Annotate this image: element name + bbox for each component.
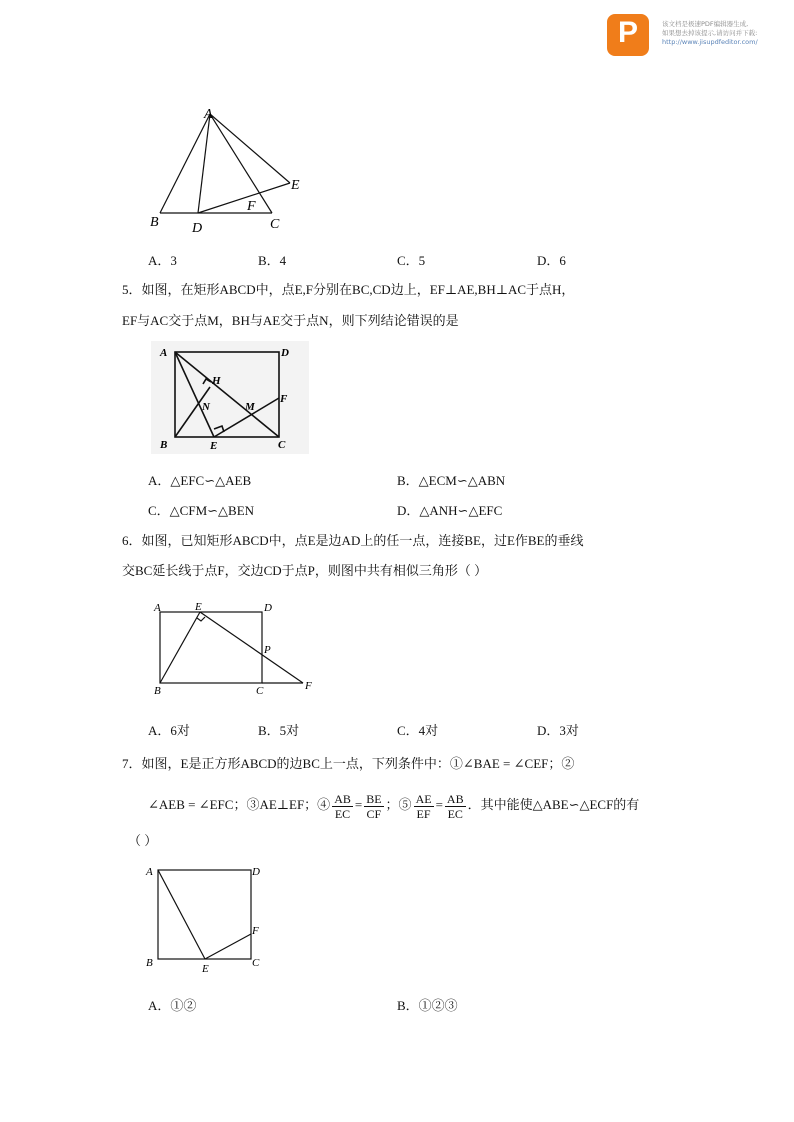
q6-text-line1: 6．如图，已知矩形ABCD中，点E是边AD上的任一点，连接BE，过E作BE的垂线	[122, 533, 584, 548]
watermark-line-2: 如果想去掉该提示,请访问并下载:	[662, 29, 758, 37]
fraction-ae-ef	[414, 792, 434, 821]
label-A: A	[146, 866, 153, 878]
q5-option-d[interactable]: D．△ANH∽△EFC	[397, 503, 503, 518]
label-C: C	[252, 957, 260, 969]
label-E: E	[210, 440, 218, 452]
figure-q6-rectangle	[148, 598, 323, 698]
label-D: D	[252, 866, 260, 878]
fraction-ab-ec-2	[445, 792, 466, 821]
q7-line2-end: ．其中能使△ABE∽△ECF的有	[467, 797, 640, 812]
q5-text-line1: 5．如图，在矩形ABCD中，点E,F分别在BC,CD边上，EF⊥AE,BH⊥AC于点H，	[122, 282, 575, 297]
frac-den: EF	[416, 806, 431, 821]
frac-den: CF	[366, 806, 382, 821]
q6-option-b[interactable]: B．5对	[258, 723, 300, 738]
label-E: E	[195, 601, 202, 613]
frac-num: AB	[446, 791, 464, 806]
q5-text-line2: EF与AC交于点M，BH与AE交于点N，则下列结论错误的是	[122, 313, 459, 328]
label-B: B	[146, 957, 153, 969]
fraction-be-cf	[364, 792, 383, 821]
q4-option-c[interactable]: C．5	[397, 253, 426, 268]
q6-text-line2: 交BC延长线于点F，交边CD于点P，则图中共有相似三角形（ ）	[122, 563, 488, 578]
label-C: C	[256, 685, 264, 697]
label-P: P	[264, 644, 271, 656]
q7-option-b[interactable]: B．①②③	[397, 998, 458, 1013]
q7-text-line1: 7．如图，E是正方形ABCD的边BC上一点，下列条件中：①∠BAE = ∠CEF；②	[122, 756, 575, 771]
q7-sep5: ；⑤	[385, 797, 412, 812]
label-D: D	[264, 602, 272, 614]
label-C: C	[270, 217, 280, 232]
watermark-line-1: 该文档是极速PDF编辑器生成,	[662, 20, 749, 28]
frac-den: EC	[334, 806, 351, 821]
fraction-ab-ec	[332, 792, 353, 821]
label-B: B	[154, 685, 161, 697]
figure-q4-triangle	[140, 100, 320, 240]
label-D: D	[281, 347, 289, 359]
frac-num: AB	[334, 791, 351, 806]
label-N: N	[202, 401, 210, 413]
pdf-editor-logo	[607, 14, 649, 56]
q6-option-a[interactable]: A．6对	[148, 723, 190, 738]
q7-line2-start: ∠AEB = ∠EFC；③AE⊥EF；④	[148, 797, 331, 812]
label-F: F	[305, 680, 312, 692]
q4-option-b[interactable]: B．4	[258, 253, 287, 268]
q6-option-c[interactable]: C．4对	[397, 723, 439, 738]
q5-option-c[interactable]: C．△CFM∽△BEN	[148, 503, 255, 518]
q6-option-d[interactable]: D．3对	[537, 723, 579, 738]
q7-text-line2: ∠AEB = ∠EFC；③AE⊥EF；④ $\frac{AB}{EC}$ = $\frac{BE}{CF}$ ；⑤ $\frac{AE}{EF}$ = $\frac{AB}{EC}$ ．其中能使△ABE∽△ECF的有	[148, 791, 640, 821]
label-A: A	[154, 602, 161, 614]
logo-letter: P	[617, 16, 638, 49]
figure-q5-rectangle	[150, 340, 310, 455]
label-B: B	[160, 439, 168, 451]
q7-option-a[interactable]: A．①②	[148, 998, 197, 1013]
label-F: F	[247, 199, 256, 214]
q4-option-a[interactable]: A．3	[148, 253, 177, 268]
label-A: A	[160, 347, 168, 359]
q5-option-a[interactable]: A．△EFC∽△AEB	[148, 473, 252, 488]
frac-den: EC	[447, 806, 463, 821]
label-A: A	[204, 107, 213, 122]
label-F: F	[252, 925, 259, 937]
label-H: H	[212, 375, 221, 387]
label-M: M	[245, 401, 255, 413]
label-B: B	[150, 215, 159, 230]
label-C: C	[278, 439, 286, 451]
label-F: F	[280, 393, 288, 405]
figure-q7-square	[140, 858, 270, 973]
label-D: D	[192, 221, 203, 236]
label-E: E	[291, 178, 300, 193]
q5-option-b[interactable]: B．△ECM∽△ABN	[397, 473, 506, 488]
q7-answer-paren: （ ）	[128, 833, 158, 848]
q4-option-d[interactable]: D．6	[537, 253, 566, 268]
frac-num: BE	[366, 791, 382, 806]
watermark-link[interactable]: http://www.jisupdfeditor.com/	[662, 38, 758, 46]
label-E: E	[202, 963, 209, 973]
frac-num: AE	[415, 791, 432, 806]
